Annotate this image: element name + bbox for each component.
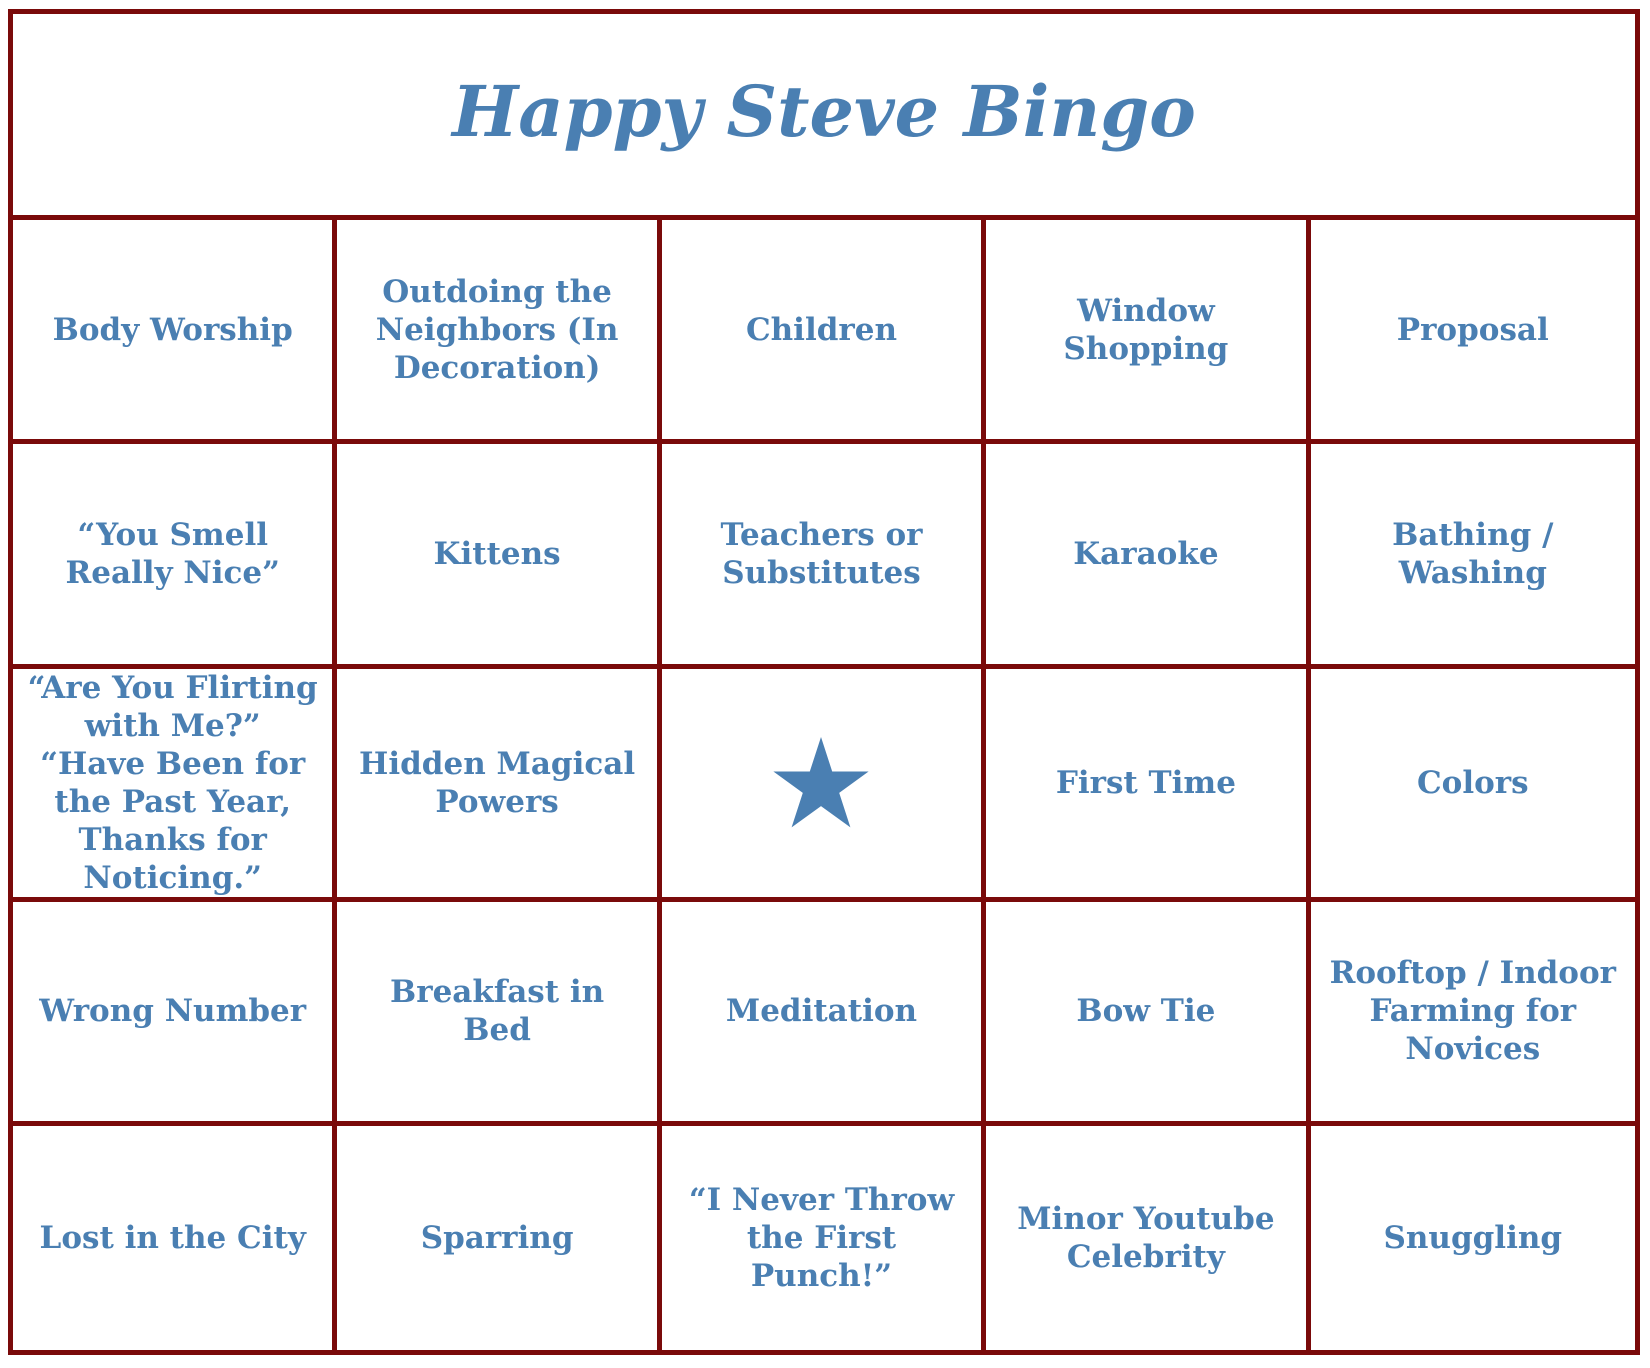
- square-label: Proposal: [1396, 311, 1549, 348]
- bingo-square[interactable]: [986, 902, 1310, 1126]
- square-label: Hidden Magical Powers: [359, 745, 636, 820]
- square-label: “You Smell Really Nice”: [65, 516, 280, 591]
- square-label: Meditation: [725, 993, 918, 1030]
- bingo-square[interactable]: [986, 220, 1310, 444]
- square-label: Children: [745, 311, 898, 348]
- square-label: Minor Youtube Celebrity: [1017, 1200, 1275, 1275]
- bingo-square[interactable]: [13, 669, 337, 902]
- bingo-square[interactable]: [986, 1126, 1310, 1350]
- square-label: Body Worship: [52, 311, 293, 348]
- square-label: “I Never Throw the First Punch!”: [688, 1181, 955, 1294]
- square-label: Bathing / Washing: [1392, 516, 1554, 591]
- title-cell: [13, 14, 1635, 220]
- square-label: First Time: [1055, 764, 1236, 801]
- bingo-square[interactable]: [13, 220, 337, 444]
- page-title: Happy Steve Bingo: [452, 70, 1196, 153]
- square-label: Kittens: [433, 535, 561, 572]
- bingo-square[interactable]: [1311, 444, 1635, 668]
- bingo-square[interactable]: [13, 1126, 337, 1350]
- square-label: Breakfast in Bed: [390, 974, 605, 1049]
- square-label: Outdoing the Neighbors (In Decoration): [375, 273, 619, 386]
- bingo-square[interactable]: [986, 669, 1310, 902]
- square-label: Teachers or Substitutes: [720, 516, 923, 591]
- square-label: “Are You Flirting with Me?” “Have Been for the Past Year, Thanks for Noticing.”: [27, 669, 318, 896]
- star-icon: [771, 735, 871, 831]
- square-label: Wrong Number: [39, 993, 307, 1030]
- square-label: Karaoke: [1073, 535, 1219, 572]
- bingo-square[interactable]: [337, 220, 661, 444]
- bingo-square[interactable]: [13, 902, 337, 1126]
- square-label: Rooftop / Indoor Farming for Novices: [1329, 955, 1616, 1068]
- square-label: Colors: [1416, 764, 1529, 801]
- bingo-square[interactable]: [662, 902, 986, 1126]
- bingo-square[interactable]: [337, 1126, 661, 1350]
- bingo-square[interactable]: [337, 669, 661, 902]
- bingo-square[interactable]: [13, 444, 337, 668]
- bingo-square[interactable]: [337, 902, 661, 1126]
- bingo-square[interactable]: [337, 444, 661, 668]
- bingo-square[interactable]: [1311, 902, 1635, 1126]
- bingo-square[interactable]: [662, 1126, 986, 1350]
- square-label: Sparring: [420, 1219, 574, 1256]
- bingo-square[interactable]: [662, 220, 986, 444]
- bingo-square[interactable]: [1311, 669, 1635, 902]
- bingo-board: [8, 9, 1640, 1355]
- bingo-square[interactable]: [662, 444, 986, 668]
- square-label: Lost in the City: [39, 1219, 306, 1256]
- square-label: Bow Tie: [1076, 993, 1216, 1030]
- bingo-square[interactable]: [1311, 1126, 1635, 1350]
- bingo-square[interactable]: [1311, 220, 1635, 444]
- square-label: Snuggling: [1383, 1219, 1563, 1256]
- free-space-square[interactable]: [662, 669, 986, 902]
- bingo-square[interactable]: [986, 444, 1310, 668]
- square-label: Window Shopping: [1063, 292, 1229, 367]
